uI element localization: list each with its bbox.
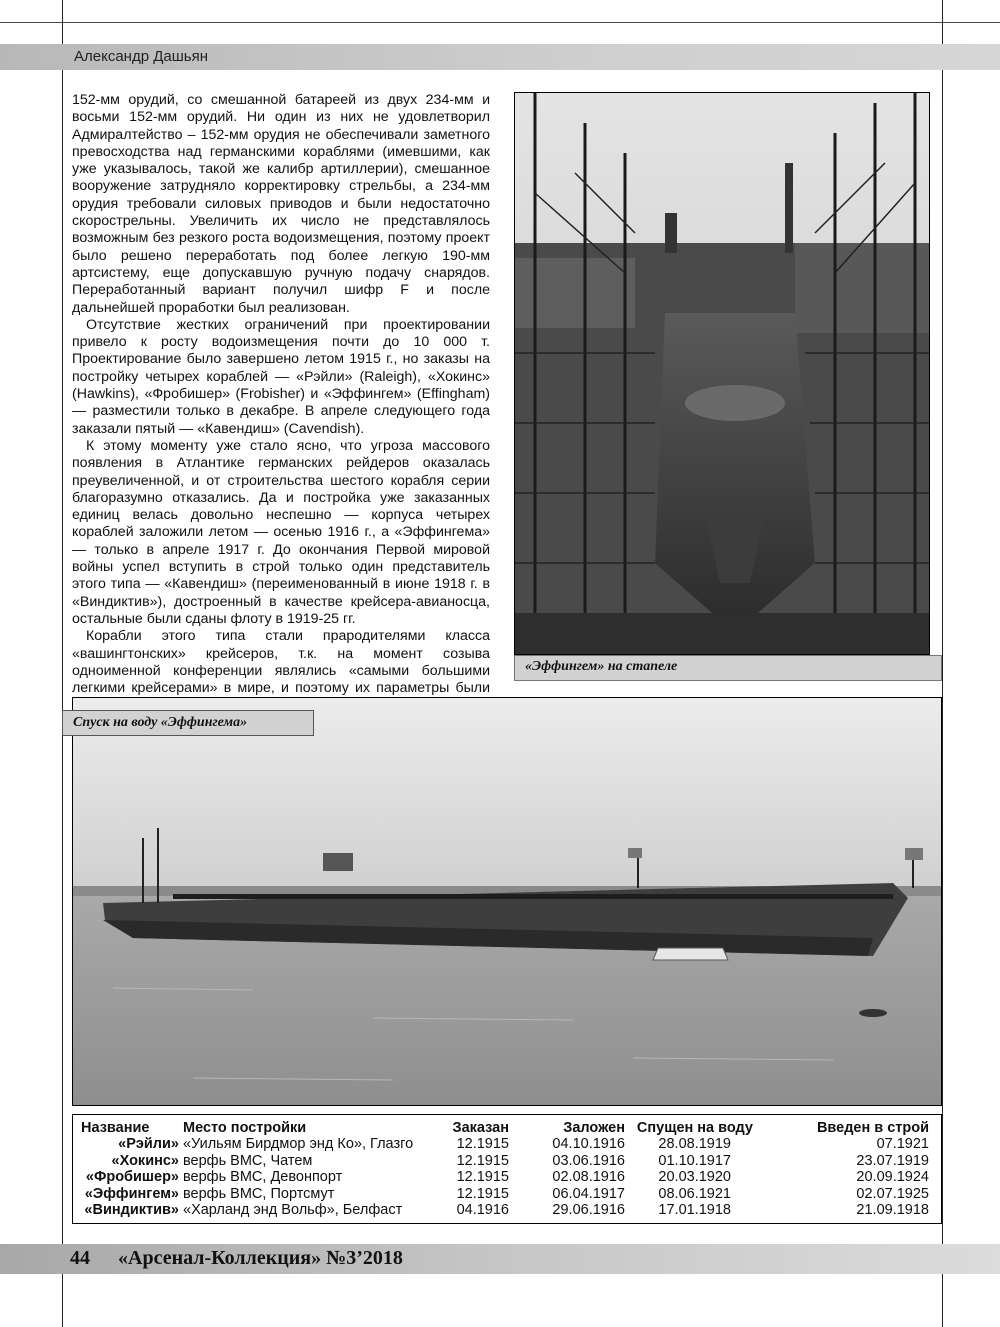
- caption-slipway: [514, 655, 942, 681]
- table-row: [79, 1186, 931, 1202]
- col-header-ordered: Заказан: [452, 1120, 509, 1136]
- cell-launched: 28.08.1919: [658, 1136, 731, 1153]
- cell-name: «Эффингем»: [84, 1185, 179, 1202]
- table-row: [79, 1169, 931, 1185]
- header-author: Александр Дашьян: [74, 48, 208, 65]
- caption-launch-text: Спуск на воду «Эффингема»: [73, 715, 248, 730]
- cell-laid-down: 06.04.1917: [552, 1185, 625, 1202]
- cell-ordered: 04.1916: [456, 1202, 509, 1219]
- cell-place: верфь ВМС, Девонпорт: [183, 1169, 343, 1186]
- cell-name: «Хокинс»: [111, 1152, 179, 1169]
- photo-ship-on-slipway: [514, 92, 930, 655]
- table-row: [79, 1202, 931, 1218]
- crop-line-left: [62, 0, 63, 1327]
- launch-photo-illustration: [73, 698, 942, 1106]
- magazine-title: «Арсенал-Коллекция» №3’2018: [118, 1247, 403, 1269]
- cell-launched: 20.03.1920: [658, 1169, 731, 1186]
- ships-table-box: [72, 1114, 942, 1224]
- cell-ordered: 12.1915: [456, 1152, 509, 1169]
- cell-name: «Виндиктив»: [84, 1202, 179, 1219]
- cell-place: «Харланд энд Вольф», Белфаст: [183, 1202, 403, 1219]
- table-header-row: [79, 1120, 931, 1136]
- crop-line-right: [942, 0, 943, 1327]
- footer-text: [70, 1247, 403, 1270]
- running-header: [0, 44, 1000, 70]
- cell-place: верфь ВМС, Портсмут: [183, 1185, 335, 1202]
- cell-name: «Рэйли»: [118, 1136, 179, 1153]
- caption-slipway-text: «Эффингем» на стапеле: [525, 659, 678, 674]
- cell-launched: 17.01.1918: [658, 1202, 731, 1219]
- cell-launched: 01.10.1917: [658, 1152, 731, 1169]
- table-row: [79, 1136, 931, 1152]
- cell-commissioned: 07.1921: [876, 1136, 929, 1153]
- table-row: [79, 1153, 931, 1169]
- caption-launch: [62, 710, 314, 736]
- paragraph: Корабли этого типа стали прародителями класса «вашингтонских» крейсеров, т.к. на момент созыва одноименной конференции являлись «самыми большими легкими крейсерами» в мире, и поэтому их параметры были: [72, 628, 490, 697]
- cell-ordered: 12.1915: [456, 1136, 509, 1153]
- col-header-place: Место постройки: [183, 1120, 307, 1136]
- col-header-launched: Спущен на воду: [636, 1120, 753, 1136]
- page-number: 44: [70, 1247, 90, 1269]
- cell-launched: 08.06.1921: [658, 1185, 731, 1202]
- cell-place: верфь ВМС, Чатем: [183, 1152, 313, 1169]
- cell-ordered: 12.1915: [456, 1169, 509, 1186]
- col-header-commissioned: Введен в строй: [816, 1120, 929, 1136]
- running-footer: [0, 1244, 1000, 1274]
- slipway-photo-illustration: [515, 93, 930, 655]
- paragraph: Отсутствие жестких ограничений при проектировании привело к росту водоизмещения почти до 10 000 т. Проектирование было завершено летом 1915 г., но заказы на постройку четырех кораблей — «Рэйли» (Raleigh), «Хокинс» (Hawkins), «Фробишер» (Frobisher) и «Эффингем» (Effingham) — разместили только в декабре. В апреле следующего года заказали пятый — «Кавендиш» (Cavendish).: [72, 316, 490, 437]
- col-header-name: Название: [81, 1120, 150, 1136]
- cell-commissioned: 02.07.1925: [856, 1185, 929, 1202]
- cell-laid-down: 29.06.1916: [552, 1202, 625, 1219]
- cell-name: «Фробишер»: [85, 1169, 179, 1186]
- cell-commissioned: 20.09.1924: [856, 1169, 929, 1186]
- paragraph: 152-мм орудий, со смешанной батареей из двух 234-мм и восьми 152-мм орудий. Ни один из них не удовлетворил Адмиралтейство – 152-мм орудия не обеспечивали заметного превосходства над германскими кораблями (имевшими, как уже указывалось, такой же калибр артиллерии), смешанное вооружение затрудняло корректировку стрельбы, а 234-мм орудия требовали силовых приводов и были недостаточно скорострельны. Увеличить их число не представлялось возможным без резкого роста водоизмещения, поэтому проект было решено переработать под более легкую 190-мм артсистему, еще допускавшую ручную подачу снарядов. Переработанный вариант получил шифр F и после дальнейшей проработки был реализован.: [72, 92, 490, 316]
- crop-line-top: [0, 22, 1000, 23]
- cell-commissioned: 23.07.1919: [856, 1152, 929, 1169]
- cell-laid-down: 04.10.1916: [552, 1136, 625, 1153]
- cell-laid-down: 03.06.1916: [552, 1152, 625, 1169]
- photo-ship-launch: [72, 697, 942, 1106]
- paragraph: К этому моменту уже стало ясно, что угроза массового появления в Атлантике германских рейдеров оказалась преувеличенной, и от строительства шестого корабля серии благоразумно отказались. Да и постройка уже заказанных единиц велась довольно неспешно — корпуса четырех кораблей заложили летом — осенью 1916 г., а «Эффингема» — только в апреле 1917 г. До окончания Первой мировой войны успел вступить в строй только один представитель этого типа — «Кавендиш» (переименованный в июне 1918 г. в «Виндиктив»), достроенный в качестве крейсера-авианосца, остальные были сданы флоту в 1919-25 гг.: [72, 437, 490, 627]
- cell-ordered: 12.1915: [456, 1185, 509, 1202]
- col-header-laid-down: Заложен: [563, 1120, 625, 1136]
- cell-commissioned: 21.09.1918: [856, 1202, 929, 1219]
- cell-laid-down: 02.08.1916: [552, 1169, 625, 1186]
- ships-table: [79, 1120, 931, 1218]
- article-text: [72, 92, 490, 715]
- cell-place: «Уильям Бирдмор энд Ко», Глазго: [183, 1136, 414, 1153]
